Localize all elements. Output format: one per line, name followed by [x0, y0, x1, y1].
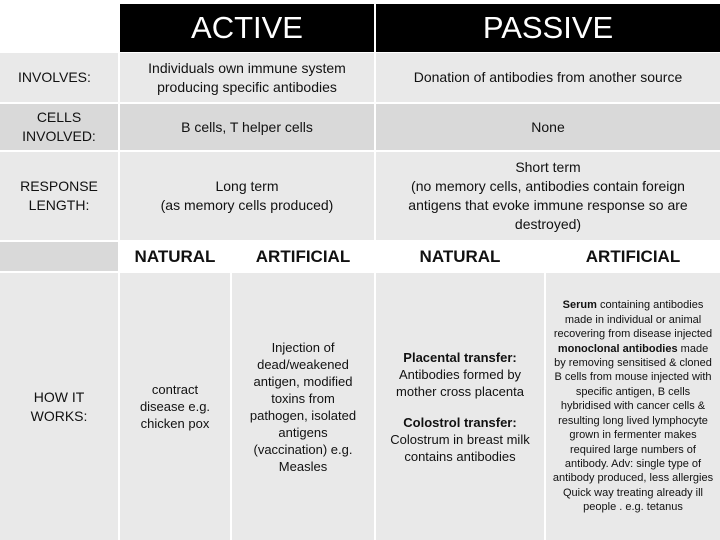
involves-active-text: Individuals own immune system producing specific antibodies [148, 59, 346, 95]
colostrol-title: Colostrol transfer: [403, 414, 517, 430]
cells-passive-text: None [531, 118, 565, 135]
monoclonal-bold: monoclonal antibodies [557, 342, 678, 355]
subheader-active-natural [120, 242, 230, 271]
corner-cell [0, 0, 118, 52]
subheader-passive-natural [376, 242, 544, 271]
involves-label: INVOLVES: [18, 69, 91, 85]
cells-passive-cell [376, 104, 720, 150]
header-active-label: ACTIVE [191, 10, 303, 45]
row-label-how-it-works [0, 273, 118, 540]
cells-label-line1: CELLS [36, 109, 82, 125]
active-artificial-label: ARTIFICIAL [255, 246, 351, 266]
response-passive-cell [376, 152, 720, 240]
subheader-blank [0, 242, 118, 271]
how-active-natural-cell [120, 273, 230, 540]
header-passive-label: PASSIVE [482, 10, 614, 45]
placental-text: Antibodies formed by mother cross placenta [396, 366, 524, 399]
how-label-line2: WORKS: [30, 407, 88, 424]
passive-artificial-text [552, 298, 714, 514]
row-label-involves [0, 53, 118, 102]
active-natural-label: NATURAL [134, 246, 216, 266]
how-active-artificial-cell [232, 273, 374, 540]
cells-active-text: B cells, T helper cells [181, 118, 313, 135]
colostrol-block [382, 414, 538, 465]
passive-artificial-label: ARTIFICIAL [585, 246, 681, 266]
involves-passive-text: Donation of antibodies from another source [413, 69, 683, 85]
header-passive [376, 4, 720, 52]
cells-active-cell [120, 104, 374, 150]
how-passive-natural-cell [376, 273, 544, 540]
subheader-active-artificial [232, 242, 374, 271]
placental-block [382, 349, 538, 400]
monoclonal-text: made by removing sensitised & cloned B cells from mouse injected with specific antigen, B cells hybridised with cancer cells & resulting long lived lymphocyte grown in fermenter makes required large numbers of antibody. Adv: single type of antibody produced, less allergies Quick way treating already ill people . e.g. tetanus [552, 342, 714, 514]
response-active-cell [120, 152, 374, 240]
colostrol-text: Colostrum in breast milk contains antibodies [390, 431, 530, 464]
cells-label-line2: INVOLVED: [22, 128, 96, 144]
subheader-passive-artificial [546, 242, 720, 271]
how-active-artificial-text: Injection of dead/weakened antigen, modified toxins from pathogen, isolated antigens (vaccination) e.g. Measles [249, 339, 357, 474]
involves-passive-cell [376, 53, 720, 102]
header-active [120, 4, 374, 52]
serum-bold: Serum [562, 299, 597, 312]
how-active-natural-text: contract disease e.g. chicken pox [139, 382, 211, 431]
response-active-line1: Long term [215, 178, 279, 194]
serum-text: containing antibodies made in individual or animal recovering from disease injected [553, 299, 713, 341]
row-label-cells [0, 104, 118, 150]
response-active-line2: (as memory cells produced) [160, 197, 334, 213]
placental-title: Placental transfer: [403, 349, 517, 365]
how-label-line1: HOW IT [33, 388, 85, 405]
response-passive-line2: (no memory cells, antibodies contain foreign antigens that evoke immune response so are destroyed) [408, 178, 688, 232]
response-label-line1: RESPONSE [20, 178, 98, 194]
response-label-line2: LENGTH: [28, 197, 90, 213]
involves-active-cell [120, 53, 374, 102]
how-passive-artificial-cell [546, 273, 720, 540]
row-label-response [0, 152, 118, 240]
response-passive-line1: Short term [515, 159, 581, 175]
passive-natural-label: NATURAL [419, 246, 501, 266]
